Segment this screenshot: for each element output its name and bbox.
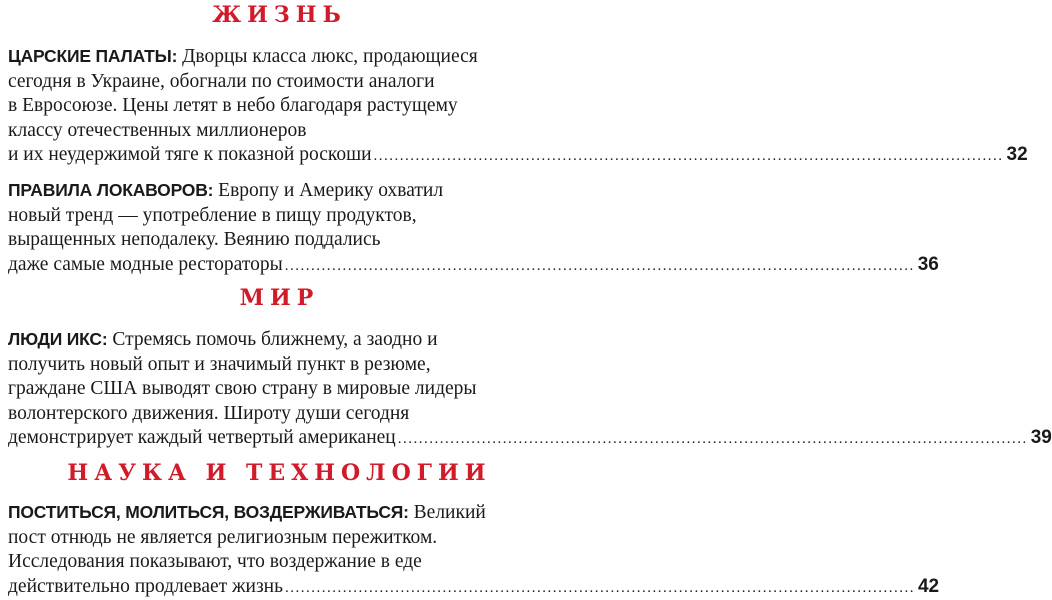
entry-text-line: демонстрирует каждый четвертый американец [8, 427, 396, 448]
entry-heading: ЦАРСКИЕ ПАЛАТЫ: [8, 46, 178, 66]
section-title-world: МИР [239, 285, 320, 311]
entry-last-line [8, 253, 939, 279]
entry-text-line: и их неудержимой тяге к показной роскоши [8, 144, 372, 165]
entry-text-line: даже самые модные рестораторы [8, 253, 283, 275]
entry-text-line: в Евросоюзе. Цены летят в небо благодаря растущему [8, 95, 458, 116]
toc-entry-tsarskie-palaty[interactable] [8, 44, 1028, 169]
page-number[interactable]: 39 [1030, 427, 1052, 448]
leader-dots: ........................................................................................................................ [397, 431, 1028, 447]
entry-text: Великий [408, 502, 486, 523]
section-title-life: ЖИЗНЬ [212, 2, 347, 28]
entry-text: Стремясь помочь ближнему, а заодно и [107, 329, 438, 350]
page-number[interactable]: 32 [1006, 144, 1028, 165]
section-title-science-tech: НАУКА И ТЕХНОЛОГИИ [67, 460, 492, 486]
entry-first-line [8, 500, 551, 526]
entry-text-line: выращенных неподалеку. Веянию поддались [8, 229, 381, 250]
page-number[interactable]: 42 [917, 575, 940, 597]
entry-text-line: Исследования показывают, что воздержание в еде [8, 551, 422, 572]
leader-dots: ........................................................................................................................ [373, 148, 1004, 164]
entry-last-line [8, 143, 1028, 169]
leader-dots: ........................................................................................................................ [284, 579, 915, 596]
entry-heading: ПРАВИЛА ЛОКАВОРОВ: [8, 180, 214, 200]
entry-text: Европу и Америку охватил [213, 180, 444, 201]
entry-text-line: новый тренд — употребление в пищу продуктов, [8, 204, 417, 226]
entry-text-line: пост отнюдь не является религиозным пережитком. [8, 526, 438, 548]
entry-heading: ПОСТИТЬСЯ, МОЛИТЬСЯ, ВОЗДЕРЖИВАТЬСЯ: [8, 502, 409, 522]
entry-heading: ЛЮДИ ИКС: [8, 329, 108, 349]
entry-first-line [8, 327, 551, 353]
toc-entry-lyudi-iks[interactable] [8, 327, 1052, 452]
entry-text-line: действительно продлевает жизнь [8, 575, 283, 597]
leader-dots: ........................................................................................................................ [284, 257, 915, 274]
entry-first-line [8, 44, 551, 70]
entry-last-line [8, 426, 1052, 452]
entry-text-line: классу отечественных миллионеров [8, 119, 307, 141]
page-number[interactable]: 36 [917, 253, 939, 275]
toc-entry-pravila-lokavorov[interactable] [8, 178, 939, 278]
entry-last-line [8, 575, 940, 600]
entry-first-line [8, 178, 551, 204]
toc-entry-postitsya[interactable] [8, 500, 940, 600]
entry-text-line: сегодня в Украине, обогнали по стоимости аналоги [8, 70, 435, 92]
entry-text-line: волонтерского движения. Широту души сегодня [8, 402, 410, 424]
entry-text: Дворцы класса люкс, продающиеся [177, 46, 478, 67]
entry-text-line: граждане США выводят свою страну в мировые лидеры [8, 378, 477, 399]
entry-text-line: получить новый опыт и значимый пункт в резюме, [8, 353, 431, 375]
